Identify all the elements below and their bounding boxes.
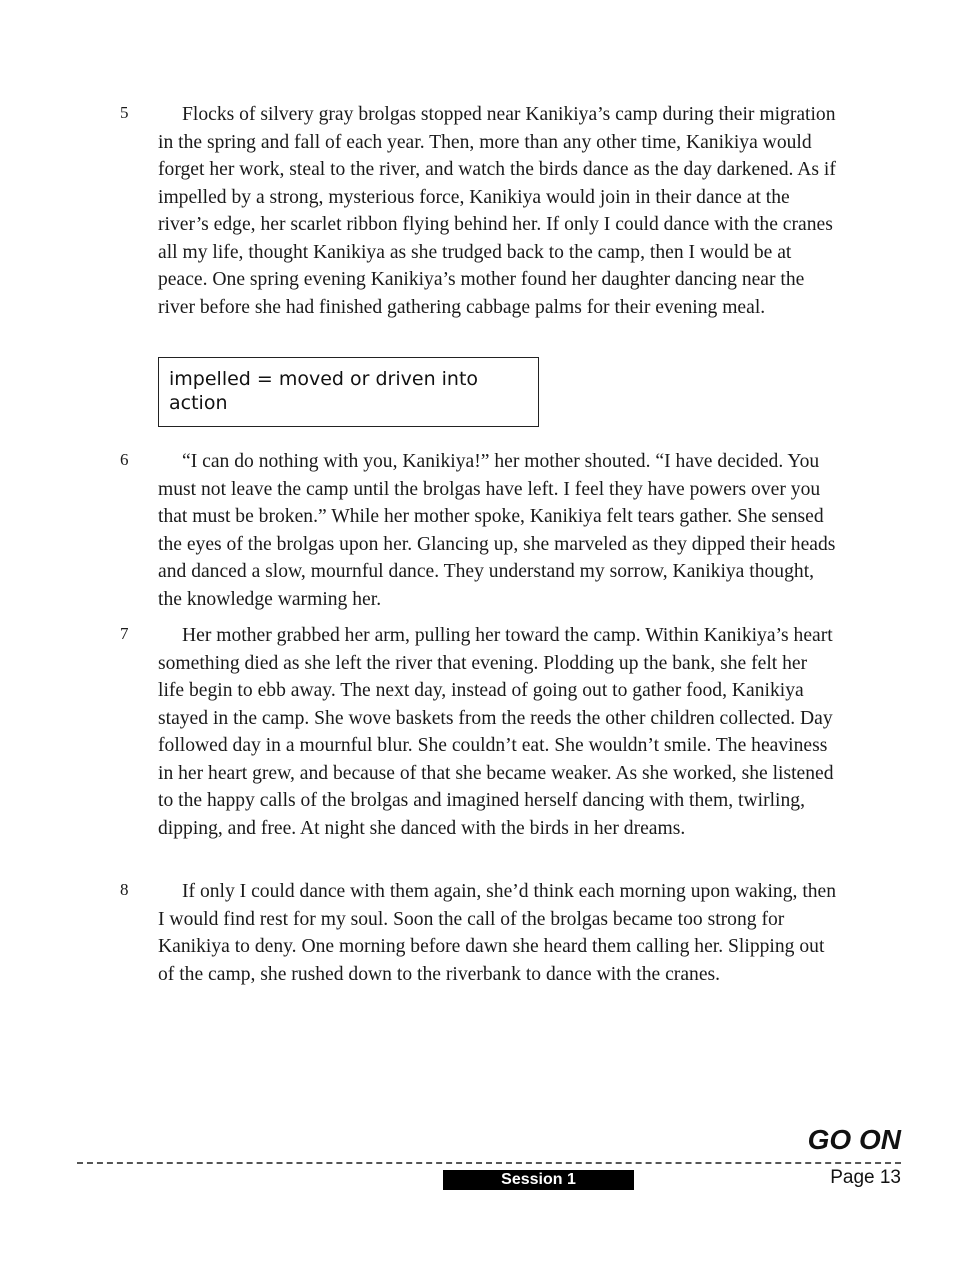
- paragraph-number: 5: [120, 103, 129, 122]
- footer-divider: [77, 1162, 901, 1164]
- paragraph-text: “I can do nothing with you, Kanikiya!” her mother shouted. “I have decided. You must not leave the camp until the brolgas have left. I feel they have powers over you that must be broken.” While her mother spoke, Kanikiya felt tears gather. She sensed the eyes of the brolgas upon her. Glancing up, she marveled as they dipped their heads and danced a slow, mournful dance. They understand my sorrow, Kanikiya thought, the knowledge warming her.: [158, 451, 836, 610]
- paragraph-text: Flocks of silvery gray brolgas stopped near Kanikiya’s camp during their migration in the spring and fall of each year. Then, more than any other time, Kanikiya would forget her work, steal to the river, and watch the birds dance as the day darkened. As if impelled by a strong, mysterious force, Kanikiya would join in their dance at the river’s edge, her scarlet ribbon flying behind her. If only I could dance with the cranes all my life, thought Kanikiya as she trudged back to the camp, then I would be at peace. One spring evening Kanikiya’s mother found her daughter dancing near the river before she had finished gathering cabbage palms for their evening meal.: [158, 104, 836, 318]
- paragraph-number: 6: [120, 450, 129, 469]
- paragraph-number: 8: [120, 880, 129, 899]
- glossary-box: impelled = moved or driven into action: [158, 357, 539, 427]
- paragraph-text: Her mother grabbed her arm, pulling her toward the camp. Within Kanikiya’s heart something died as she left the river that evening. Plodding up the bank, she felt her life begin to ebb away. The next day, instead of going out to gather food, Kanikiya stayed in the camp. She wove baskets from the reeds the other children collected. Day followed day in a mournful blur. She couldn’t eat. She wouldn’t smile. The heaviness in her heart grew, and because of that she became weaker. As she worked, she listened to the happy calls of the brolgas and imagined herself dancing with them, twirling, dipping, and free. At night she danced with the birds in her dreams.: [158, 625, 834, 839]
- paragraph-number: 7: [120, 624, 129, 643]
- session-badge: Session 1: [443, 1170, 634, 1190]
- paragraph-text: If only I could dance with them again, she’d think each morning upon waking, then I would find rest for my soul. Soon the call of the brolgas became too strong for Kanikiya to deny. One morning before dawn she heard them calling her. Slipping out of the camp, she rushed down to the riverbank to dance with the cranes.: [158, 881, 837, 985]
- go-on-label: GO ON: [807, 1124, 901, 1155]
- page-number: Page 13: [830, 1167, 901, 1188]
